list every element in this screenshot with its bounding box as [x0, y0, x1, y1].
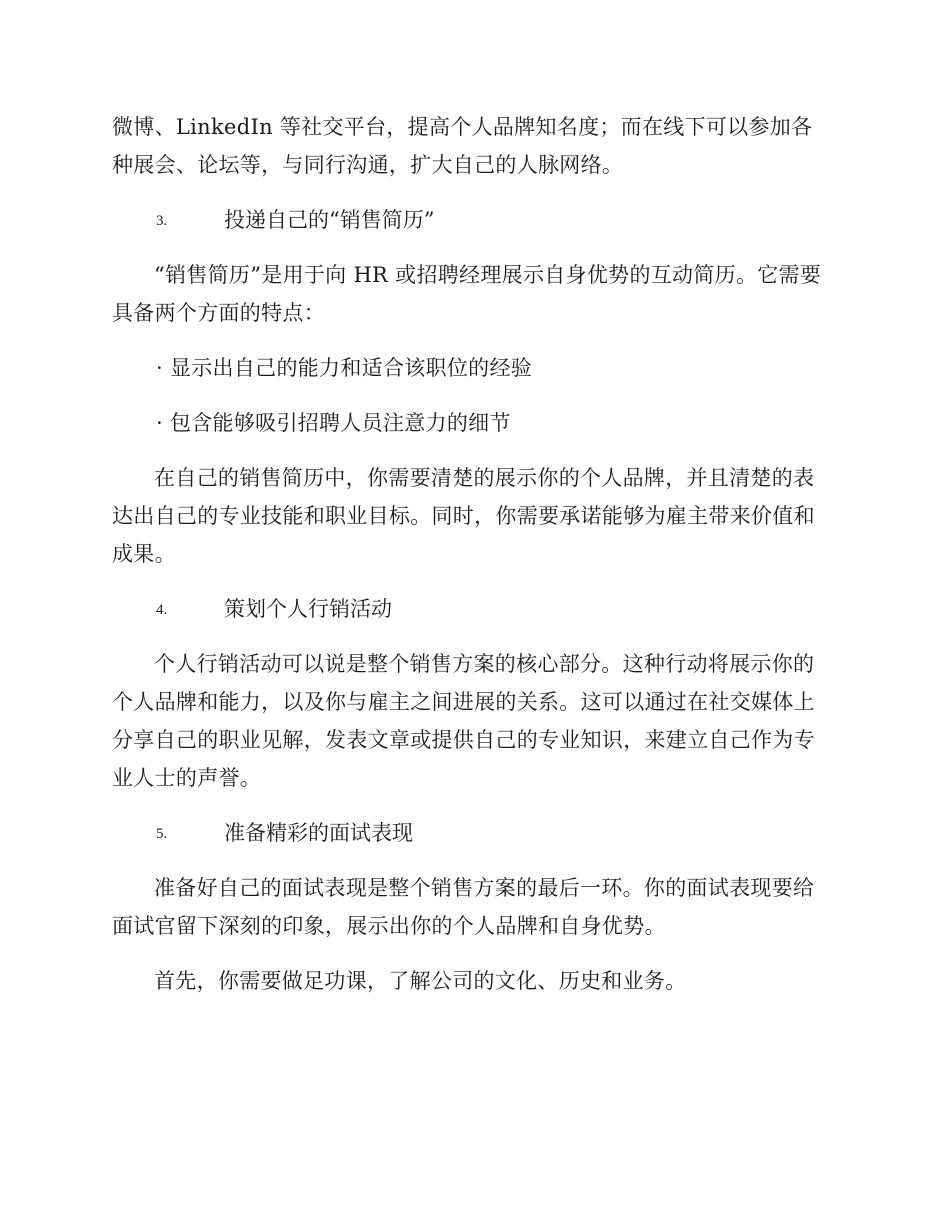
section-heading-3 [112, 201, 832, 239]
paragraph-marketing-activity: 个人行销活动可以说是整个销售方案的核心部分。这种行动将展示你的个人品牌和能力，以及你与雇主之间进展的关系。这可以通过在社交媒体上分享自己的职业见解，发表文章或提供自己的专业知识，来建立自己作为专业人士的声誉。 [112, 652, 815, 790]
paragraph-research-company: 首先，你需要做足功课，了解公司的文化、历史和业务。 [154, 969, 687, 993]
bullet-item: · 包含能够吸引招聘人员注意力的细节 [156, 411, 511, 435]
section-heading-5 [112, 814, 832, 852]
section-title: 策划个人行销活动 [224, 597, 392, 621]
paragraph-interview-prep: 准备好自己的面试表现是整个销售方案的最后一环。你的面试表现要给面试官留下深刻的印象，展示出你的个人品牌和自身优势。 [112, 876, 815, 938]
section-number: 4. [156, 602, 168, 618]
document-body [112, 108, 832, 1017]
bullet-item: · 显示出自己的能力和适合该职位的经验 [156, 356, 533, 380]
paragraph-sales-resume-detail: 在自己的销售简历中，你需要清楚的展示你的个人品牌，并且清楚的表达出自己的专业技能和职业目标。同时，你需要承诺能够为雇主带来价值和成果。 [112, 466, 815, 566]
section-title: 投递自己的“销售简历” [224, 208, 435, 232]
section-number: 3. [156, 213, 168, 229]
paragraph-sales-resume-intro: “销售简历”是用于向 HR 或招聘经理展示自身优势的互动简历。它需要具备两个方面的特点： [112, 263, 822, 325]
section-title: 准备精彩的面试表现 [224, 821, 413, 845]
section-heading-4 [112, 590, 832, 628]
section-number: 5. [156, 826, 168, 842]
paragraph-social-platforms: 微博、LinkedIn 等社交平台，提高个人品牌知名度；而在线下可以参加各种展会、论坛等，与同行沟通，扩大自己的人脉网络。 [112, 115, 813, 177]
